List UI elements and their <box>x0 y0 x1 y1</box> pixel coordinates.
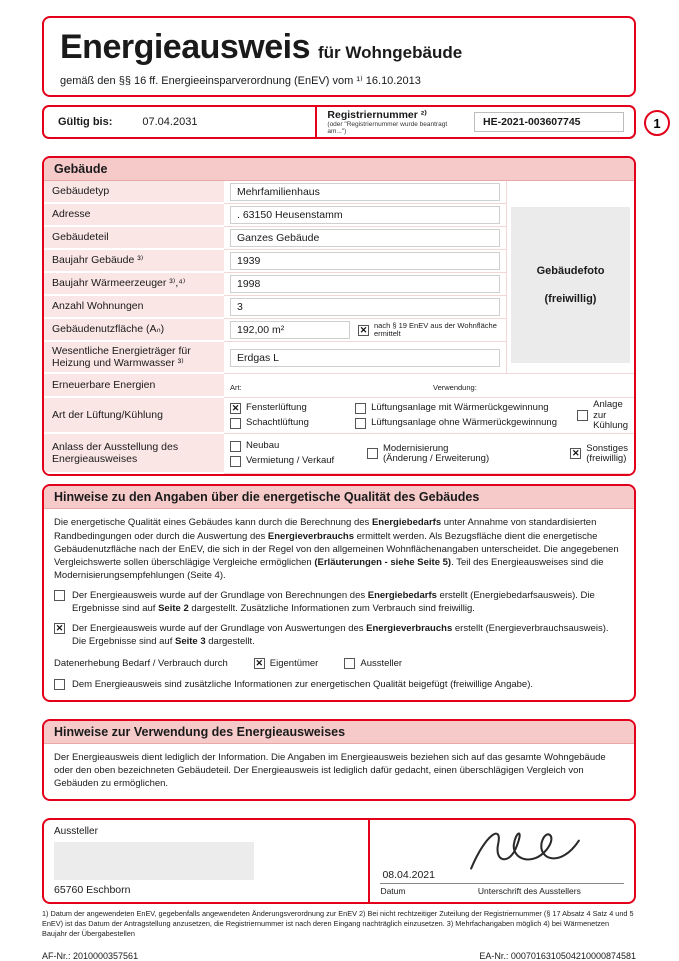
field-label-energy-carrier: Wesentliche Energieträger für Heizung und Warmwasser ³⁾ <box>44 342 224 374</box>
rental-sale-checkbox <box>230 456 241 467</box>
photo-placeholder-line1: Gebäudefoto <box>536 265 605 278</box>
af-number: AF-Nr.: 2010000357561 <box>42 950 139 961</box>
consumption-certificate-checkbox <box>54 623 65 634</box>
issue-date: 08.04.2021 <box>382 868 435 881</box>
valid-until-label: Gültig bis: <box>58 116 113 128</box>
usable-area-checkbox-label: nach § 19 EnEV aus der Wohnfläche ermittelt <box>374 320 497 338</box>
new-building-checkbox <box>230 441 241 452</box>
field-label-occasion: Anlass der Ausstellung des Energieausweises <box>44 434 224 474</box>
signature-label: Unterschrift des Ausstellers <box>478 883 624 896</box>
document-title: Energieausweis <box>60 28 311 66</box>
owner-label: Eigentümer <box>269 657 319 669</box>
address-value: . 63150 Heusenstamm <box>230 206 500 224</box>
issuer-section <box>42 818 636 904</box>
valid-until-date: 07.04.2031 <box>142 116 198 128</box>
other-occasion-label: Sonstiges (freiwillig) <box>586 442 628 464</box>
data-collection-label: Datenerhebung Bedarf / Verbrauch durch <box>54 658 228 670</box>
ea-number: EA-Nr.: 0007016310504210000874581 <box>479 950 636 961</box>
shaft-ventilation-checkbox <box>230 418 241 429</box>
modernization-checkbox <box>367 448 378 459</box>
ventilation-with-recovery-checkbox <box>355 403 366 414</box>
cooling-system-checkbox <box>577 410 588 421</box>
other-occasion-checkbox <box>570 448 581 459</box>
energy-certificate-page <box>42 16 661 961</box>
modernization-label: Modernisierung (Änderung / Erweiterung) <box>382 442 490 464</box>
field-label-usable-area: Gebäudenutzfläche (Aₙ) <box>44 319 224 342</box>
heat-generator-year-value: 1998 <box>230 275 500 293</box>
field-label-apartment-count: Anzahl Wohnungen <box>44 296 224 319</box>
building-section-title: Gebäude <box>44 158 634 181</box>
header-box <box>42 16 636 97</box>
validity-box <box>42 105 661 139</box>
new-building-label: Neubau <box>246 440 280 452</box>
building-photo-area <box>506 181 634 374</box>
usable-area-checkbox <box>358 325 369 336</box>
law-reference-line: gemäß den §§ 16 ff. Energieeinsparverordnung (EnEV) vom ¹⁾ 16.10.2013 <box>60 75 421 87</box>
quality-intro-paragraph: Die energetische Qualität eines Gebäudes kann durch die Berechnung des Energiebedarfs unter Annahme von standardisierten Randbedingungen oder durch die Auswertung des Energieverbrauchs ermittelt werden. Als Bezugsfläche dient die energetische Gebäudenutzfläche nach der EnEV, die sich in der Regel von den allgemeinen Wohnflächenangaben unterscheidet. Die angegebenen Vergleichswerte sollen überschlägige Vergleiche ermöglichen (Erläuterungen - siehe Seite 5). Teil des Energieausweises sind die Modernisierungsempfehlungen (Seite 4). <box>54 517 619 581</box>
issuer-option-label: Aussteller <box>360 657 403 669</box>
building-type-value: Mehrfamilienhaus <box>230 183 500 201</box>
usage-hints-text: Der Energieausweis dient lediglich der Information. Die Angaben im Energieausweis beziehen sich auf das gesamte Wohngebäude oder den oben bezeichneten Gebäudeteil. Der Energieausweis ist lediglich dafür gedacht, einen überschlägigen Vergleich von Gebäuden zu ermöglichen. <box>54 751 606 789</box>
registry-number-value: HE-2021-003607745 <box>474 112 624 132</box>
photo-placeholder-line2: (freiwillig) <box>544 293 597 306</box>
date-label: Datum <box>380 883 477 896</box>
field-label-construction-year: Baujahr Gebäude ³⁾ <box>44 250 224 273</box>
field-label-building-type: Gebäudetyp <box>44 181 224 204</box>
window-ventilation-label: Fensterlüftung <box>246 402 307 414</box>
building-section <box>42 156 636 476</box>
issuer-checkbox <box>344 658 355 669</box>
demand-certificate-checkbox <box>54 590 65 601</box>
field-label-address: Adresse <box>44 204 224 227</box>
renewables-art-label: Art: <box>230 382 242 392</box>
quality-hints-section <box>42 484 636 701</box>
consumption-certificate-text: Der Energieausweis wurde auf der Grundlage von Auswertungen des Energieverbrauchs erstellt (Energieverbrauchsausweis). Die Ergebnisse sind auf Seite 3 dargestellt. <box>72 623 609 648</box>
extra-info-label: Dem Energieausweis sind zusätzliche Informationen zur energetischen Qualität beigefügt (freiwillige Angabe). <box>72 678 534 690</box>
usage-hints-title: Hinweise zur Verwendung des Energieausweises <box>44 721 634 744</box>
building-part-value: Ganzes Gebäude <box>230 229 500 247</box>
footnotes: 1) Datum der angewendeten EnEV, gegebenfalls angewendeten Änderungsverordnung zur EnEV 2) Bei nicht rechtzeitiger Zuteilung der Registriernummer (§ 17 Absatz 4 Satz 4 und 5 EnEV) ist das Datum der Antragstellung anzusetzen, die Registriernummer ist nach deren Eingang nachträglich einzusetzen. 3) Mehrfachangaben möglich 4) bei Wärmenetzen Baujahr der Übergabestellen <box>42 908 634 938</box>
registry-number-label: Registriernummer ²⁾ <box>327 108 427 121</box>
rental-sale-label: Vermietung / Verkauf <box>246 455 335 467</box>
document-title-suffix: für Wohngebäude <box>318 43 463 62</box>
usable-area-value: 192,00 m² <box>230 321 350 339</box>
window-ventilation-checkbox <box>230 403 241 414</box>
shaft-ventilation-label: Schachtlüftung <box>246 417 309 429</box>
owner-checkbox <box>254 658 265 669</box>
cooling-system-label: Anlage zur Kühlung <box>593 399 629 431</box>
field-label-building-part: Gebäudeteil <box>44 227 224 250</box>
page-number-badge: 1 <box>644 110 670 136</box>
registry-number-note: (oder "Registriernummer wurde beantragt am...") <box>327 120 448 136</box>
demand-certificate-text: Der Energieausweis wurde auf der Grundlage von Berechnungen des Energiebedarfs erstellt (Energiebedarfsausweis). Die Ergebnisse sind auf Seite 2 dargestellt. Zusätzliche Informationen zum Verbrauch sind freiwillig. <box>72 589 595 615</box>
field-label-renewables: Erneuerbare Energien <box>44 374 224 398</box>
apartment-count-value: 3 <box>230 298 500 316</box>
energy-carrier-value: Erdgas L <box>230 349 500 367</box>
extra-info-checkbox <box>54 679 65 690</box>
building-photo-placeholder <box>511 207 630 363</box>
issuer-stamp-placeholder <box>54 842 254 880</box>
field-label-heat-generator-year: Baujahr Wärmeerzeuger ³⁾,⁴⁾ <box>44 273 224 296</box>
quality-hints-title: Hinweise zu den Angaben über die energetische Qualität des Gebäudes <box>44 486 634 509</box>
ventilation-without-recovery-label: Lüftungsanlage ohne Wärmerückgewinnung <box>371 417 557 429</box>
renewables-use-label: Verwendung: <box>433 382 477 392</box>
ventilation-with-recovery-label: Lüftungsanlage mit Wärmerückgewinnung <box>371 402 549 414</box>
issuer-city: 65760 Eschborn <box>54 883 131 896</box>
field-label-ventilation: Art der Lüftung/Kühlung <box>44 398 224 434</box>
ventilation-without-recovery-checkbox <box>355 418 366 429</box>
issuer-label: Aussteller <box>54 825 98 837</box>
usage-hints-section <box>42 719 636 801</box>
construction-year-value: 1939 <box>230 252 500 270</box>
